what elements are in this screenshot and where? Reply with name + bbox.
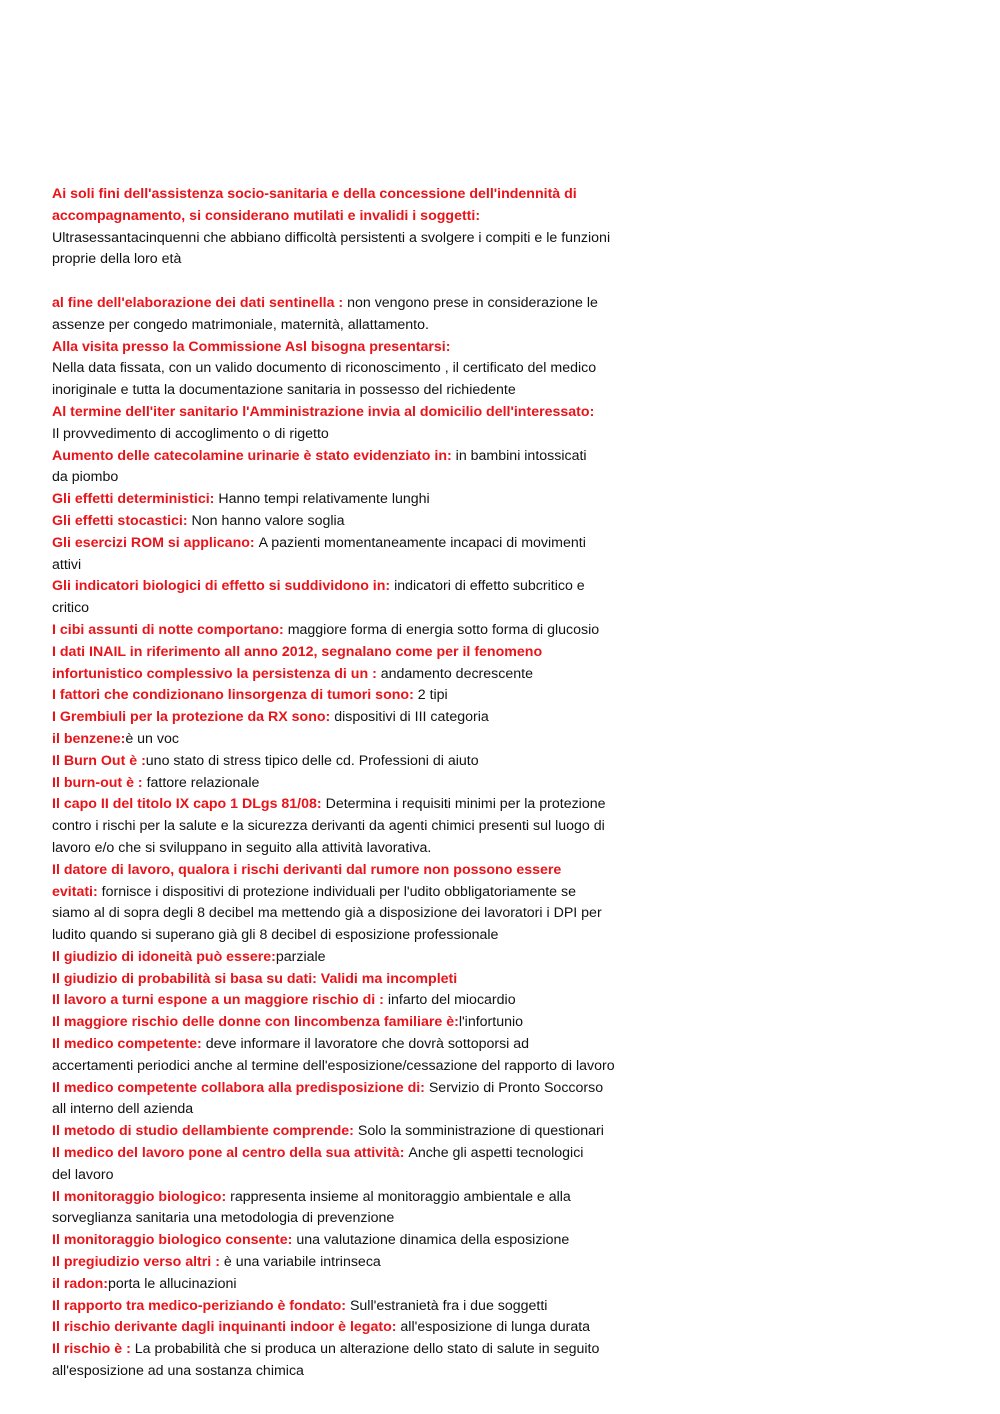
text-line [52,184,692,206]
question-text: Il giudizio di probabilità si basa su dati: Validi ma incompleti [52,970,458,987]
text-line [52,1361,692,1383]
question-text: Il maggiore rischio delle donne con lincombenza familiare è: [52,1014,459,1031]
answer-text: porta le allucinazioni [107,1275,237,1292]
question-text: Il capo II del titolo IX capo 1 DLgs 81/08: [52,796,326,813]
answer-text: Sull'estranietà fra i due soggetti [349,1297,548,1314]
question-text: I fattori che condizionano linsorgenza di tumori sono: [52,687,418,704]
question-text: il radon: [52,1275,108,1292]
question-text: infortunistico complessivo la persistenza di un : [52,665,381,682]
answer-text: sorveglianza sanitaria una metodologia di prevenzione [52,1210,395,1227]
answer-text: A pazienti momentaneamente incapaci di movimenti [258,534,586,551]
question-text: Gli effetti stocastici: [52,512,192,529]
answer-text: ludito quando si superano già gli 8 decibel di esposizione professionale [52,927,499,944]
question-text: Il monitoraggio biologico consente: [52,1232,297,1249]
answer-text: Il provvedimento di accoglimento o di rigetto [52,425,329,442]
question-text: Il medico competente: [52,1036,206,1053]
text-line [52,947,692,969]
question-text: accompagnamento, si considerano mutilati e invalidi i soggetti: [52,207,481,224]
text-line [52,1078,692,1100]
question-text: Gli effetti deterministici: [52,491,219,508]
question-text: evitati: [52,883,102,900]
question-text: Il lavoro a turni espone a un maggiore rischio di : [52,992,388,1009]
question-text: Il rapporto tra medico-periziando è fondato: [52,1297,350,1314]
answer-text: maggiore forma di energia sotto forma di glucosio [287,621,600,638]
text-line [52,664,692,686]
text-line [52,1274,692,1296]
answer-text: accertamenti periodici anche al termine dell'esposizione/cessazione del rapporto di lavoro [52,1057,615,1074]
text-line [52,773,692,795]
answer-text: Servizio di Pronto Soccorso [428,1079,604,1096]
text-line [52,576,692,598]
question-text: Il datore di lavoro, qualora i rischi derivanti dal rumore non possono essere [52,861,562,878]
text-line [52,533,692,555]
answer-text: all interno dell azienda [52,1101,194,1118]
question-text: Il metodo di studio dellambiente comprende: [52,1123,358,1140]
answer-text: Determina i requisiti minimi per la protezione [325,796,606,813]
text-line [52,990,692,1012]
answer-text: uno stato di stress tipico delle cd. Professioni di aiuto [145,752,479,769]
answer-text: Non hanno valore soglia [191,512,345,529]
question-text: Al termine dell'iter sanitario l'Amministrazione invia al domicilio dell'interessato: [52,403,595,420]
answer-text: Solo la somministrazione di questionari [357,1123,604,1140]
answer-text: all'esposizione di lunga durata [400,1319,591,1336]
text-line [52,1012,692,1034]
answer-text: una valutazione dinamica della esposizione [296,1232,570,1249]
text-line [52,228,692,250]
answer-text: da piombo [52,469,119,486]
answer-text: in bambini intossicati [455,447,587,464]
answer-text: Nella data fissata, con un valido documento di riconoscimento , il certificato del medico [52,360,597,377]
answer-text: Anche gli aspetti tecnologici [408,1145,584,1162]
text-line [52,1339,692,1361]
answer-text: andamento decrescente [380,665,533,682]
answer-text: fattore relazionale [146,774,260,791]
question-text: Il medico del lavoro pone al centro della sua attività: [52,1145,409,1162]
answer-text: critico [52,600,90,617]
answer-text: assenze per congedo matrimoniale, maternità, allattamento. [52,316,429,333]
question-text: I Grembiuli per la protezione da RX sono: [52,709,335,726]
question-text: Ai soli fini dell'assistenza socio-sanitaria e della concessione dell'indennità di [52,186,577,202]
question-text: Il rischio è : [52,1341,135,1358]
text-line [52,860,692,882]
text-line [52,1034,692,1056]
question-text: Il giudizio di idoneità può essere: [52,948,276,965]
question-text: al fine dell'elaborazione dei dati sentinella : [52,294,348,311]
text-line [52,206,692,228]
document-page [52,184,692,1383]
text-line [52,816,692,838]
question-text: I dati INAIL in riferimento all anno 2012, segnalano come per il fenomeno [52,643,543,660]
text-line [52,903,692,925]
text-line [52,1143,692,1165]
text-line [52,642,692,664]
answer-text: 2 tipi [417,687,448,704]
text-line [52,489,692,511]
question-text: Il medico competente collabora alla predisposizione di: [52,1079,429,1096]
answer-text: inoriginale e tutta la documentazione sanitaria in possesso del richiedente [52,382,516,399]
answer-text: è una variabile intrinseca [223,1254,381,1271]
answer-text: infarto del miocardio [387,992,516,1009]
text-line [52,794,692,816]
text-line [52,1296,692,1318]
text-line [52,1056,692,1078]
text-line [52,358,692,380]
question-text: Il monitoraggio biologico: [52,1188,231,1205]
text-line [52,882,692,904]
text-line [52,1099,692,1121]
text-line [52,293,692,315]
answer-text: lavoro e/o che si sviluppano in seguito alla attività lavorativa. [52,839,432,856]
answer-text: l'infortunio [458,1014,524,1031]
question-text: il benzene: [52,730,126,747]
answer-text: proprie della loro età [52,251,182,268]
answer-text: siamo al di sopra degli 8 decibel ma mettendo già a disposizione dei lavoratori i DPI per [52,905,602,922]
text-line [52,1317,692,1339]
text-line [52,707,692,729]
answer-text: all'esposizione ad una sostanza chimica [52,1363,304,1380]
answer-text: del lavoro [52,1166,114,1183]
question-text: Alla visita presso la Commissione Asl bisogna presentarsi: [52,338,451,355]
text-line [52,380,692,402]
question-text: Gli esercizi ROM si applicano: [52,534,259,551]
text-line [52,838,692,860]
text-line [52,467,692,489]
question-text: Aumento delle catecolamine urinarie è stato evidenziato in: [52,447,456,464]
text-line [52,598,692,620]
answer-text: è un voc [125,730,179,747]
text-line [52,1121,692,1143]
question-text: Il rischio derivante dagli inquinanti indoor è legato: [52,1319,401,1336]
answer-text: parziale [275,948,326,965]
text-line [52,751,692,773]
text-line [52,729,692,751]
text-line [52,1208,692,1230]
answer-text: fornisce i dispositivi di protezione individuali per l'udito obbligatoriamente se [101,883,576,900]
answer-text: rappresenta insieme al monitoraggio ambientale e alla [230,1188,571,1205]
question-text: I cibi assunti di notte comportano: [52,621,288,638]
text-line [52,1230,692,1252]
answer-text: Hanno tempi relativamente lunghi [218,491,430,508]
text-line [52,925,692,947]
answer-text: dispositivi di III categoria [334,709,489,726]
text-line [52,1252,692,1274]
question-text: Il burn-out è : [52,774,147,791]
question-text: Il pregiudizio verso altri : [52,1254,224,1271]
answer-text: La probabilità che si produca un alterazione dello stato di salute in seguito [134,1341,600,1358]
text-line [52,402,692,424]
question-text: Il Burn Out è : [52,752,146,769]
text-line [52,249,692,271]
text-line [52,315,692,337]
text-line [52,1165,692,1187]
answer-text: contro i rischi per la salute e la sicurezza derivanti da agenti chimici presenti sul luogo di [52,818,605,835]
text-line [52,424,692,446]
text-line [52,511,692,533]
answer-text: non vengono prese in considerazione le [347,294,598,311]
answer-text: attivi [52,556,82,573]
text-line [52,446,692,468]
text-line [52,1187,692,1209]
text-line [52,337,692,359]
question-text: Gli indicatori biologici di effetto si suddividono in: [52,578,395,595]
answer-text: indicatori di effetto subcritico e [394,578,585,595]
text-line [52,620,692,642]
answer-text: Ultrasessantacinquenni che abbiano difficoltà persistenti a svolgere i compiti e le funzioni [52,229,611,246]
answer-text: deve informare il lavoratore che dovrà sottoporsi ad [205,1036,530,1053]
text-line [52,685,692,707]
text-line [52,969,692,991]
text-line [52,555,692,577]
